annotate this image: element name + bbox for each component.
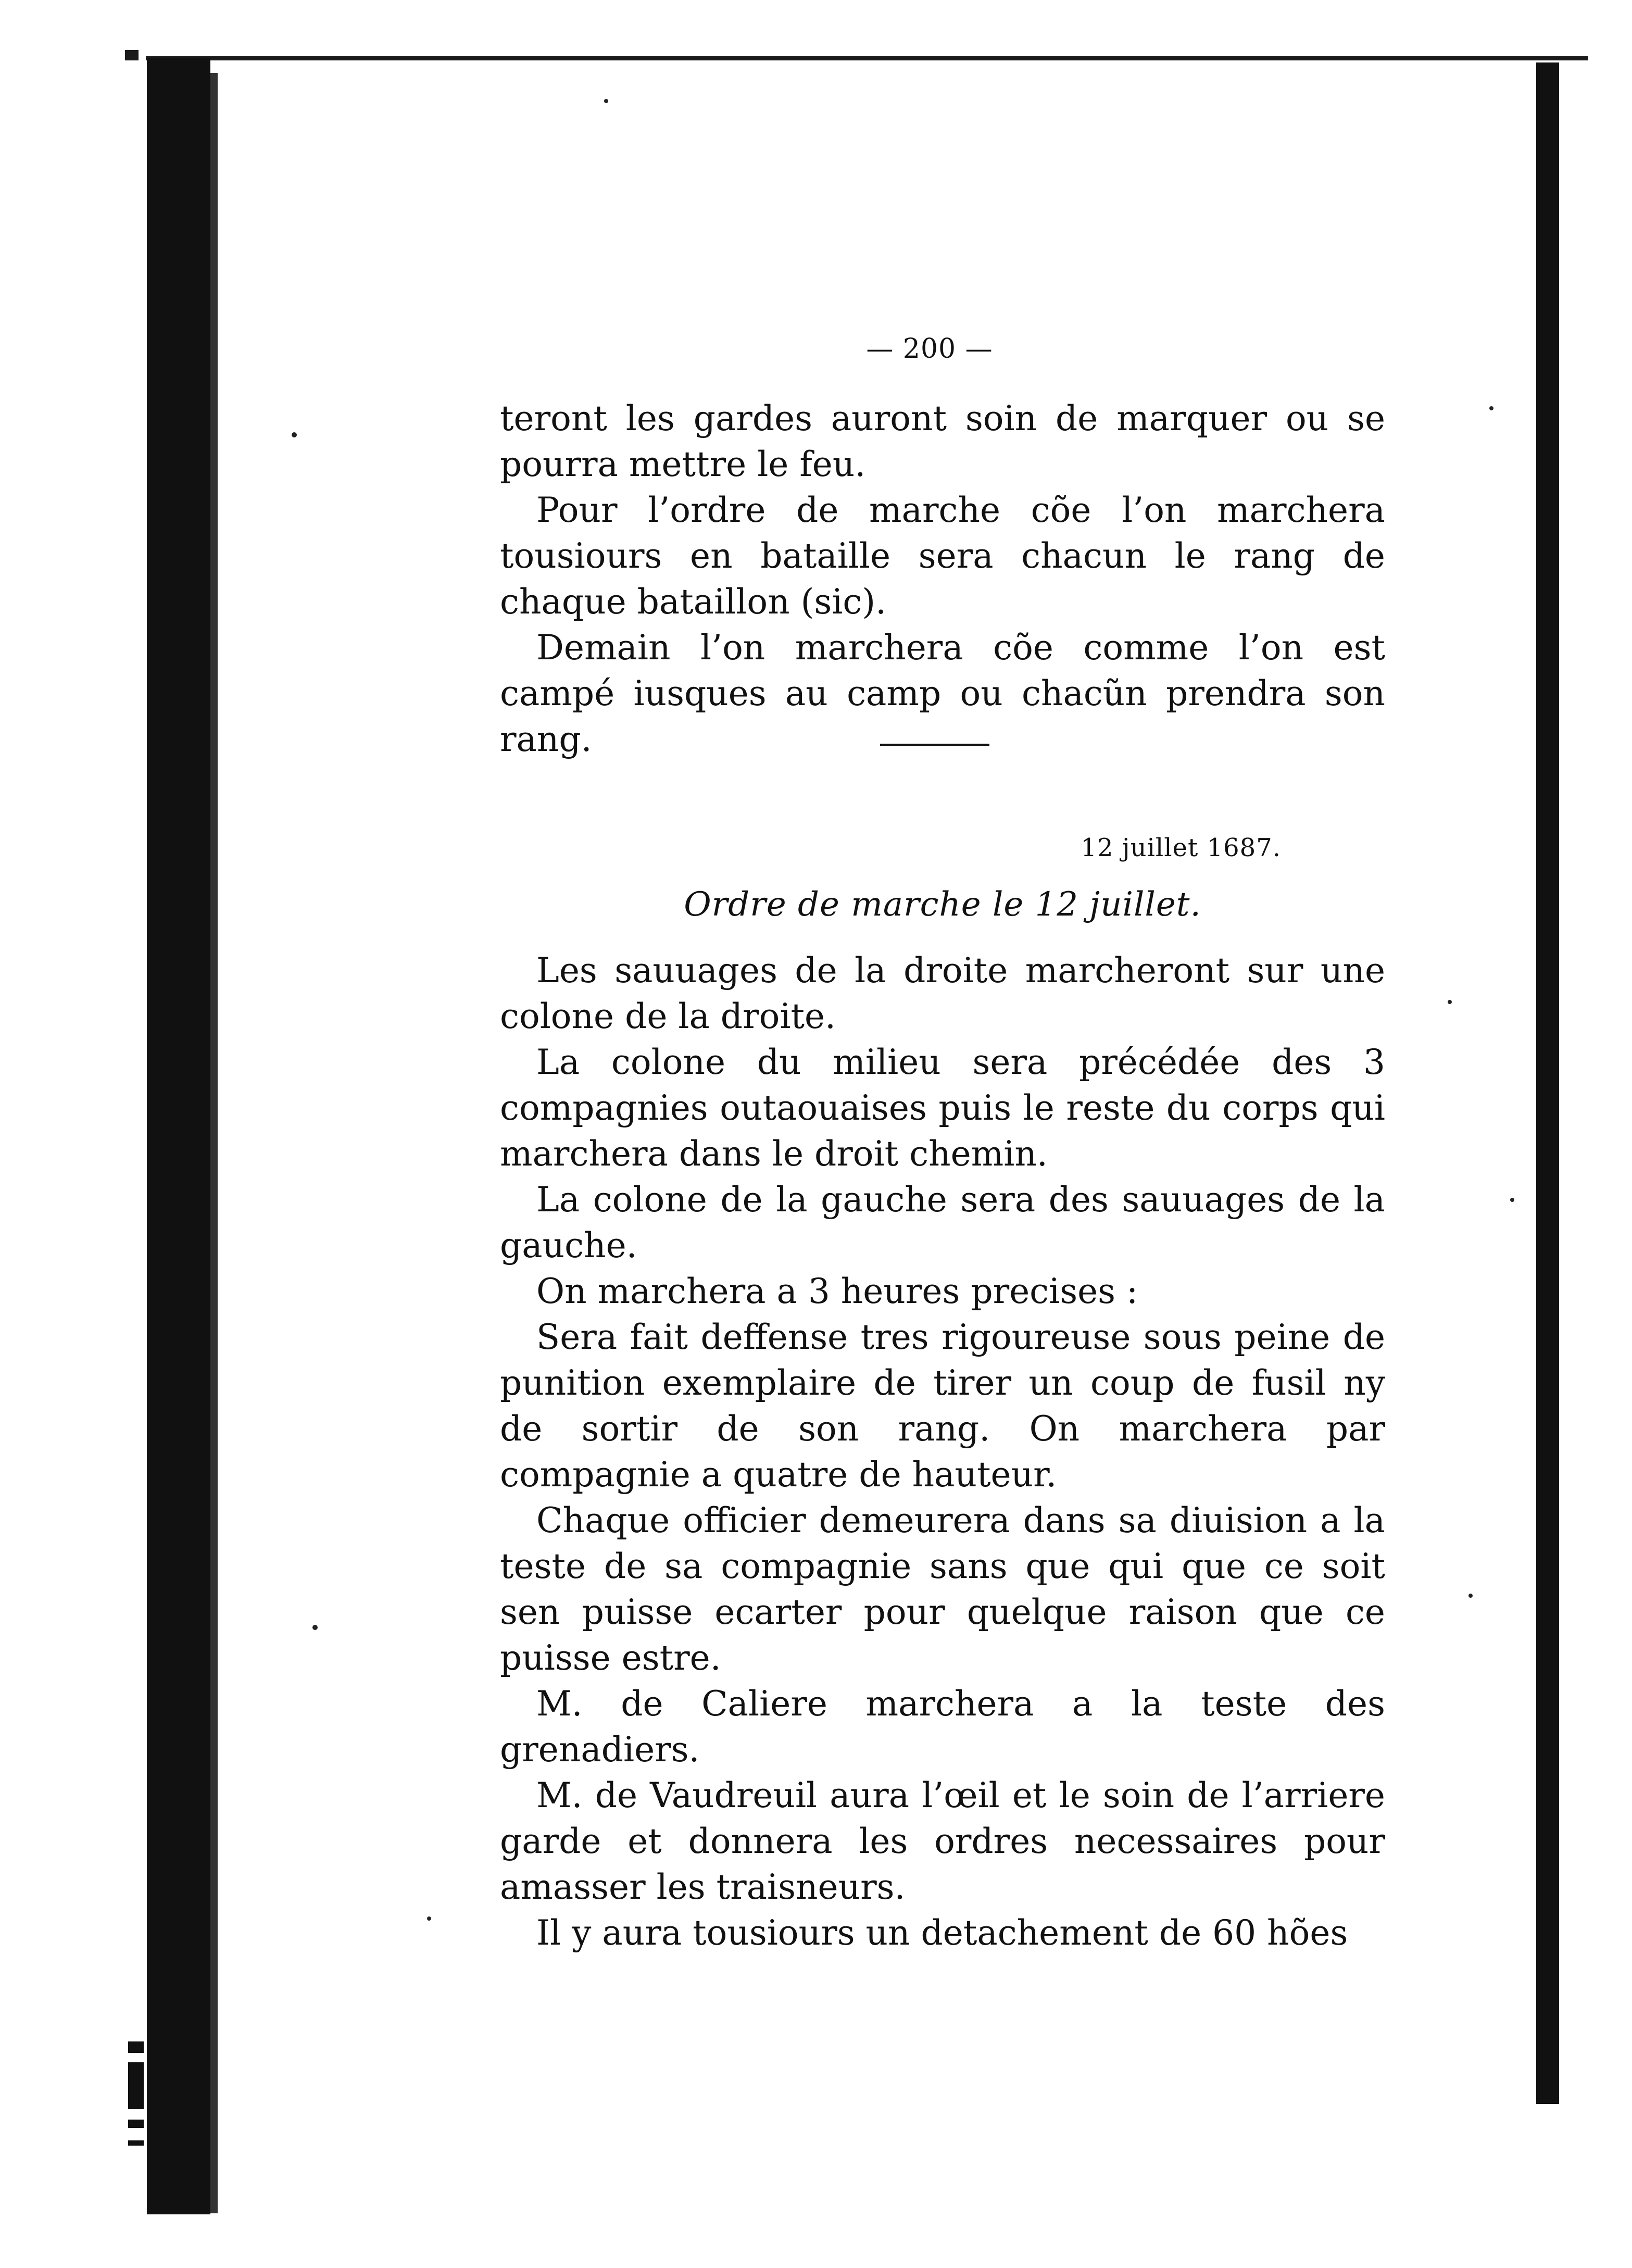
paragraph: M. de Caliere marchera a la teste des grenadiers. bbox=[500, 1684, 1385, 1770]
scan-speck bbox=[604, 99, 608, 103]
paragraph: Il y aura tousiours un detachement de 60 hões bbox=[536, 1913, 1348, 1953]
paragraph: On marchera a 3 heures precises : bbox=[536, 1271, 1138, 1311]
paragraph: Chaque officier demeurera dans sa diuision a la teste de sa compagnie sans que qui que ce soit sen puisse ecarter pour quelque raison que ce puisse estre. bbox=[500, 1500, 1385, 1678]
main-text-block bbox=[500, 948, 1385, 1956]
page-number: — 200 — bbox=[866, 333, 993, 365]
scan-left-ticks bbox=[128, 2041, 144, 2161]
top-text-block bbox=[500, 396, 1385, 762]
section-title: Ordre de marche le 12 juillet. bbox=[684, 885, 1201, 924]
paragraph: Pour l’ordre de marche cõe l’on marchera tousiours en bataille sera chacun le rang de chaque bataillon (sic). bbox=[500, 490, 1385, 622]
scan-left-spine-edge bbox=[210, 73, 218, 2213]
scan-corner-mark bbox=[125, 50, 139, 60]
scan-left-spine bbox=[147, 58, 210, 2214]
paragraph: Sera fait deffense tres rigoureuse sous peine de punition exemplaire de tirer un coup de fusil ny de sortir de son rang. On marchera par compagnie a quatre de hauteur. bbox=[500, 1317, 1385, 1495]
scan-speck bbox=[312, 1625, 318, 1630]
scan-right-border bbox=[1536, 62, 1559, 2104]
paragraph: Les sauuages de la droite marcheront sur une colone de la droite. bbox=[500, 950, 1385, 1036]
scan-speck bbox=[1489, 406, 1493, 410]
scan-speck bbox=[292, 432, 297, 437]
paragraph: La colone de la gauche sera des sauuages de la gauche. bbox=[500, 1180, 1385, 1265]
section-divider bbox=[880, 744, 989, 746]
scan-speck bbox=[427, 1916, 431, 1921]
paragraph: Demain l’on marchera cõe comme l’on est campé iusques au camp ou chacũn prendra son rang. bbox=[500, 628, 1385, 759]
scan-speck bbox=[1448, 1000, 1452, 1004]
scan-top-border bbox=[146, 56, 1588, 60]
paragraph: teront les gardes auront soin de marquer ou se pourra mettre le feu. bbox=[500, 398, 1385, 484]
scan-speck bbox=[1468, 1594, 1473, 1598]
paragraph: La colone du milieu sera précédée des 3 compagnies outaouaises puis le reste du corps qui marchera dans le droit chemin. bbox=[500, 1042, 1385, 1174]
paragraph: M. de Vaudreuil aura l’œil et le soin de l’arriere garde et donnera les ordres necessaires pour amasser les traisneurs. bbox=[500, 1775, 1385, 1907]
section-date: 12 juillet 1687. bbox=[1081, 833, 1281, 862]
scan-speck bbox=[1510, 1198, 1514, 1202]
